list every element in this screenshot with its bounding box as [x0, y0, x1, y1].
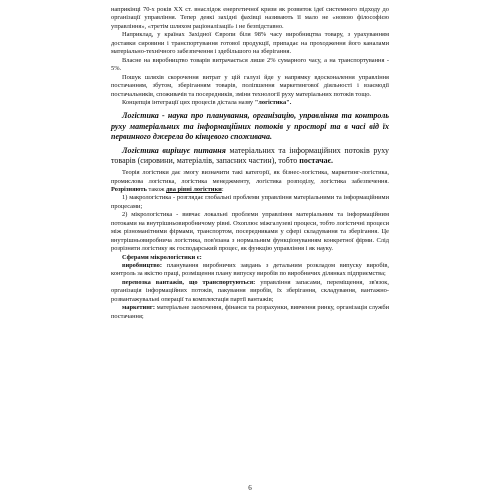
paragraph-4: Пошук шляхів скорочення витрат у цій галузі йде у напрямку вдосконалення управління постачанням, збутом, зберіганням товарів, поліпшення маркетингової діяльності і взаємодії постачальників, споживачів та посередників, зміни технології руху матеріальних потоків тощо.: [111, 73, 389, 98]
p5-text: Концепція інтеграції цих процесів дістала назву: [122, 98, 255, 106]
p12-text: планування виробничих завдань з детальним розкладом випуску виробів, контроль за якістю праці, розміщення плану випуску виробів по виробничих ділянках підприємства;: [111, 262, 389, 278]
paragraph-13: [111, 279, 389, 304]
paragraph-10: 2) мікрологістика - вивчає локальні проблеми управління матеріальним та інформаційним потоками на внутрішньовиробничому рівні. Охоплює міжгалузеві процеси, тобто логістичні процеси між різноманітними фірмами, транспортом, посередниками у сфері складування та зберігання. Це внутрішньовиробнича логістика, пов'язана з нормальним функціонуванням конкретної фірми. Слід розрізняти логістику як господарський процес, як функцію управління і як науку.: [111, 211, 389, 253]
paragraph-5: [111, 99, 389, 107]
page-number: 6: [248, 484, 252, 492]
paragraph-11: Сферами мікрологістики є:: [122, 253, 202, 261]
logistics-definition: Логістика - наука про планування, організацію, управління та контроль руху матеріальних та інформаційних потоків у просторі та в часі від їх первинного джерела до кінцевого споживача.: [111, 111, 389, 141]
p8-b: Розрізняють: [111, 185, 147, 193]
paragraph-14: [111, 304, 389, 321]
p8-c: також: [146, 185, 167, 193]
paragraph-3: Власне на виробництво товарів витрачається лише 2% сумарного часу, а на транспортування - 5%.: [111, 56, 389, 73]
p14-text: матеріальне заохочення, фінанси та розрахунки, вивчення ринку, організація служби постачання;: [111, 304, 389, 320]
p8-a: Теорія логістики дає змогу визначити такі категорії, як бізнес-логістика, маркетинг-логістика, промислова логістика, логістика менеджменту, логістика розподілу, логістика забезпечення.: [111, 169, 389, 185]
p8-e: :: [221, 185, 224, 193]
paragraph-2: Наприклад, у країнах Західної Європи біля 98% часу виробництва товару, з урахуванням доставки сировини і транспортування готової продукції, припадає на проходження його каналами матеріально-технічного забезпечення і здебільшого на зберігання.: [111, 31, 389, 56]
p7-lead: Логістика вирішує питання: [122, 146, 226, 156]
p12-term: виробництво:: [122, 262, 162, 270]
paragraph-1: наприкінці 70-х років XX ст. внаслідок енергетичної кризи як розвиток ідеї системного підходу до організації управління. Тепер деякі західні фахівці називають її мало не «новою філософією управління», «третім шляхом раціоналізації» і не безпідставно.: [111, 6, 389, 30]
p5-term: "логістика".: [254, 98, 292, 106]
p13-term: перевозка вантажів, що транспортуються:: [122, 278, 256, 286]
p14-term: маркетинг:: [122, 304, 155, 312]
paragraph-8: [111, 169, 389, 194]
p7-text: матеріальних та інформаційних потоків руху товарів (сировини, матеріалів, запасних частин), тобто: [111, 146, 389, 166]
paragraph-7: [111, 146, 389, 166]
p13-text: управління запасами, переміщення, зв'язок, організація інформаційних потоків, пакування виробів, їх зберігання, складування, вантажно-розвантажувальні операції та комплектація партії вантажів;: [111, 278, 389, 303]
p8-d: два рівні логістики: [166, 185, 222, 193]
p7-end: постачає.: [299, 156, 334, 166]
paragraph-9: 1) макрологістика - розглядає глобальні проблеми управління матеріальними та інформаційними процесами;: [111, 194, 389, 210]
body-text: [111, 6, 389, 321]
paragraph-12: [111, 262, 389, 279]
